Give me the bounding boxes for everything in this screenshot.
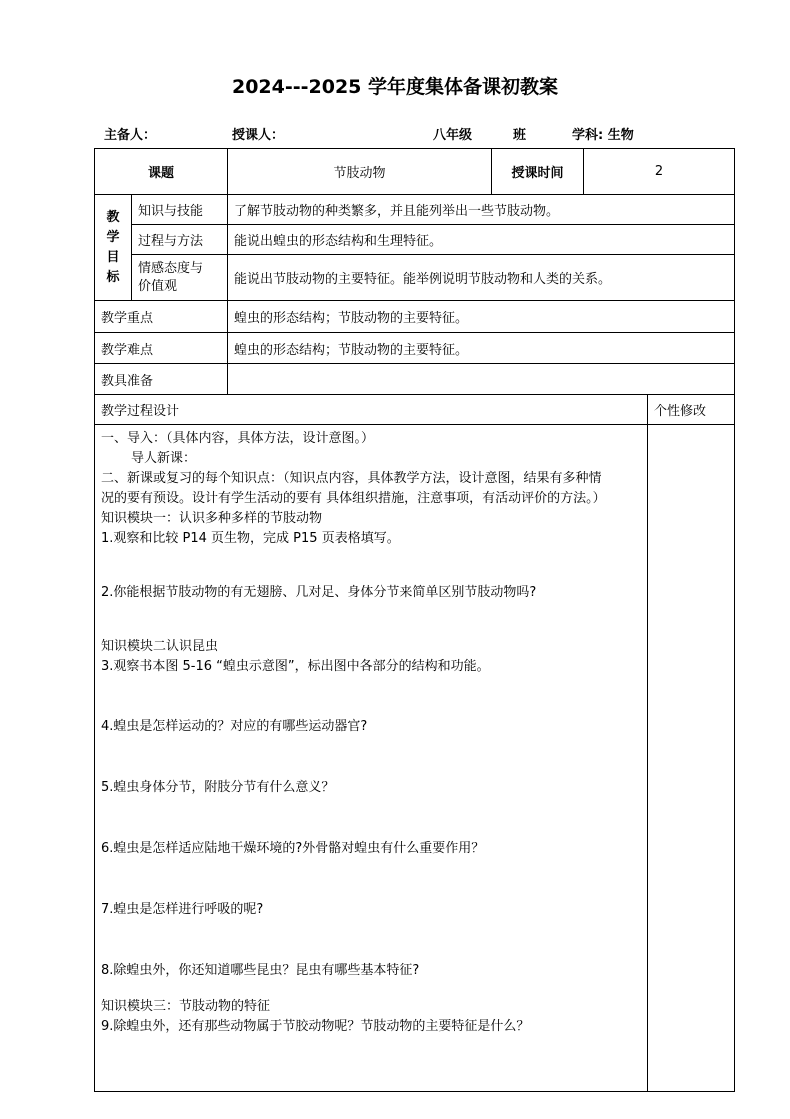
tools-value <box>228 364 735 395</box>
objective-label-attitude <box>132 255 228 301</box>
objectives-char: 教 <box>106 209 120 225</box>
objective-label-process: 过程与方法 <box>132 225 228 255</box>
intro-line: 一、导入：（具体内容，具体方法，设计意图。） <box>101 431 375 446</box>
question-item: 8.除蝗虫外，你还知道哪些昆虫？昆虫有哪些基本特征? <box>101 963 420 978</box>
objective-value-attitude: 能说出节肢动物的主要特征。能举例说明节肢动物和人类的关系。 <box>228 255 735 301</box>
topic-value: 节肢动物 <box>228 149 492 195</box>
question-item: 9.除蝗虫外，还有那些动物属于节胶动物呢？节肢动物的主要特征是什么？ <box>101 1019 530 1034</box>
key-point-label: 教学重点 <box>95 301 228 333</box>
class-label: 班 <box>513 128 527 143</box>
intro-line: 况的要有预设。设计有学生活动的要有 具体组织措施，注意事项，有活动评价的方法。） <box>101 491 606 506</box>
objective-value-knowledge: 了解节肢动物的种类繁多，并且能列举出一些节肢动物。 <box>228 195 735 225</box>
preparer-label: 主备人： <box>104 128 157 143</box>
process-label: 教学过程设计 <box>95 395 648 425</box>
key-point-value: 蝗虫的形态结构；节肢动物的主要特征。 <box>228 301 735 333</box>
process-body <box>95 425 648 1092</box>
module-heading: 知识模块一：认识多种多样的节肢动物 <box>101 511 323 526</box>
objective-label-attitude-line1: 情感态度与 <box>138 260 204 276</box>
objective-row-knowledge <box>95 195 735 225</box>
objectives-label <box>95 195 132 301</box>
lesson-plan-table <box>94 148 735 1092</box>
module-heading: 知识模块二认识昆虫 <box>101 639 219 654</box>
objective-label-attitude-line2: 价值观 <box>138 278 178 294</box>
intro-line: 导人新课： <box>131 451 197 466</box>
difficulty-value: 蝗虫的形态结构；节肢动物的主要特征。 <box>228 333 735 364</box>
objectives-char: 标 <box>106 269 120 285</box>
page-title: 2024---2025 学年度集体备课初教案 <box>231 76 559 98</box>
tools-row <box>95 364 735 395</box>
topic-row <box>95 149 735 195</box>
objectives-char: 目 <box>106 249 120 265</box>
time-value: 2 <box>584 149 735 195</box>
objective-value-process: 能说出蝗虫的形态结构和生理特征。 <box>228 225 735 255</box>
process-body-row <box>95 425 735 1092</box>
objective-label-knowledge: 知识与技能 <box>132 195 228 225</box>
revise-cell <box>648 425 735 1092</box>
question-item: 2.你能根据节肢动物的有无翅膀、几对足、身体分节来简单区别节肢动物吗? <box>101 585 537 600</box>
question-item: 5.蝗虫身体分节，附肢分节有什么意义？ <box>101 780 335 795</box>
difficulty-row <box>95 333 735 364</box>
objective-row-attitude <box>95 255 735 301</box>
question-item: 4.蝗虫是怎样运动的？对应的有哪些运动器官? <box>101 719 368 734</box>
subject-label: 学科: 生物 <box>572 128 634 143</box>
time-label: 授课时间 <box>492 149 584 195</box>
objectives-char: 学 <box>106 229 120 245</box>
tools-label: 教具准备 <box>95 364 228 395</box>
revise-label: 个性修改 <box>648 395 735 425</box>
teacher-label: 授课人： <box>232 128 285 143</box>
question-item: 1.观察和比较 P14 页生物，完成 P15 页表格填写。 <box>101 531 400 546</box>
topic-label: 课题 <box>95 149 228 195</box>
process-header-row <box>95 395 735 425</box>
question-item: 7.蝗虫是怎样进行呼吸的呢? <box>101 902 264 917</box>
intro-line: 二、新课或复习的每个知识点：（知识点内容，具体教学方法，设计意图，结果有多种情 <box>101 471 602 486</box>
module-heading: 知识模块三：节肢动物的特征 <box>101 999 271 1014</box>
difficulty-label: 教学难点 <box>95 333 228 364</box>
question-item: 6.蝗虫是怎样适应陆地干燥环境的?外骨骼对蝗虫有什么重要作用？ <box>101 841 485 856</box>
grade-label: 八年级 <box>433 128 473 143</box>
objective-row-process <box>95 225 735 255</box>
question-item: 3.观察书本图 5-16 “蝗虫示意图”，标出图中各部分的结构和功能。 <box>101 659 490 674</box>
key-point-row <box>95 301 735 333</box>
